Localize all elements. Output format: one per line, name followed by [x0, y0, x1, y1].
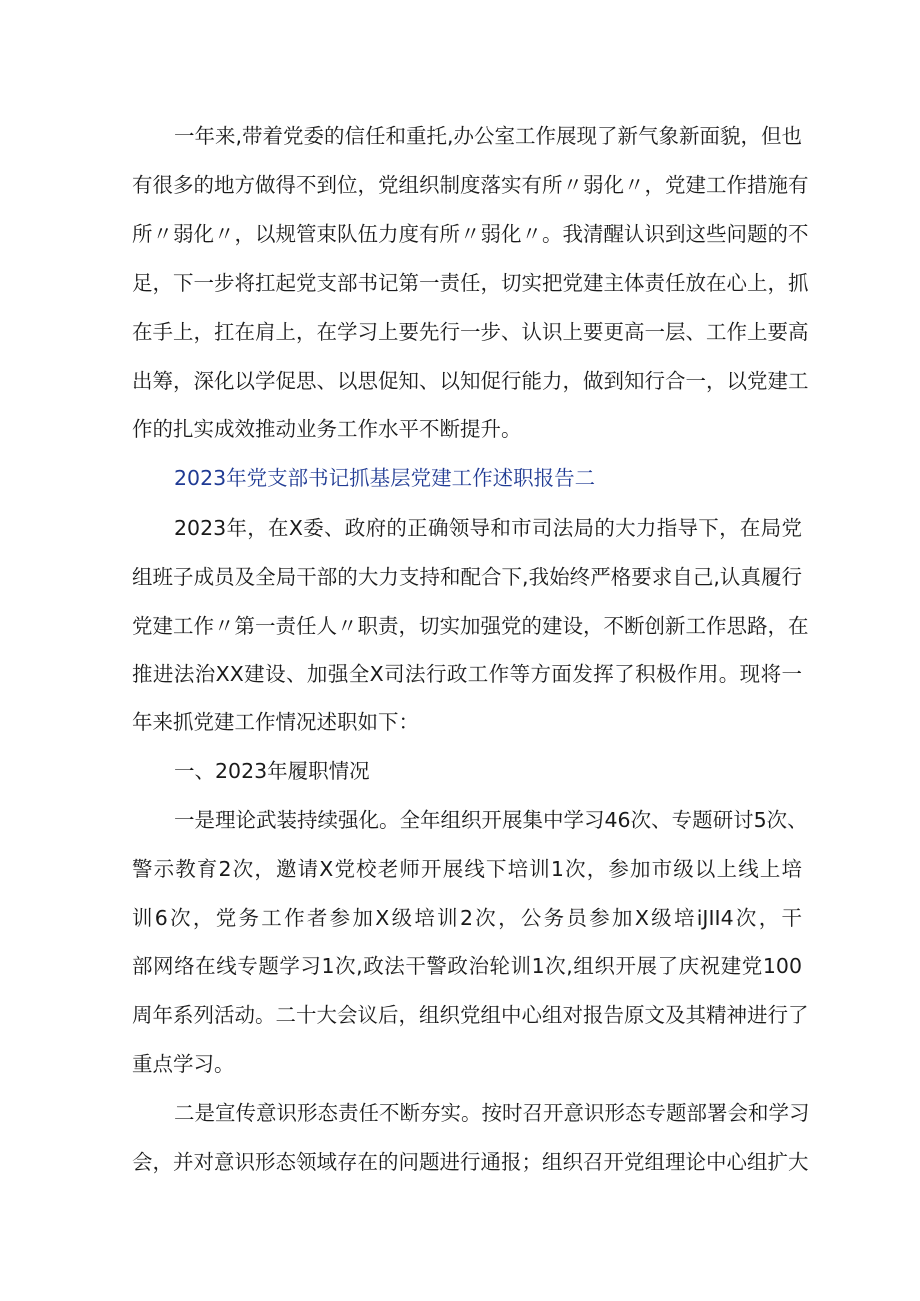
- paragraph-2-line-4: 推进法治XX建设、加强全X司法行政工作等方面发挥了积极作用。现将一: [132, 662, 802, 686]
- paragraph-4-line-1: 二是宣传意识形态责任不断夯实。按时召开意识形态专题部署会和学习: [174, 1101, 810, 1125]
- paragraph-1-line-2: 有很多的地方做得不到位，党组织制度落实有所〃弱化〃，党建工作措施有: [132, 173, 809, 197]
- paragraph-2-line-3: 党建工作〃第一责任人〃职责，切实加强党的建设，不断创新工作思路，在: [132, 614, 809, 638]
- paragraph-3-line-2: 警示教育2次，邀请X党校老师开展线下培训1次，参加市级以上线上培: [132, 857, 802, 881]
- paragraph-3-line-6: 重点学习。: [132, 1052, 235, 1076]
- paragraph-1-line-7: 作的扎实成效推动业务工作水平不断提升。: [132, 417, 522, 441]
- paragraph-2-line-1: 2023年，在X委、政府的正确领导和市司法局的大力指导下，在局党: [174, 516, 802, 540]
- section-title: 2023年党支部书记抓基层党建工作述职报告二: [174, 466, 596, 490]
- paragraph-1-line-6: 出筹，深化以学促思、以思促知、以知促行能力，做到知行合一，以党建工: [132, 369, 809, 393]
- paragraph-4-line-2: 会，并对意识形态领域存在的问题进行通报；组织召开党组理论中心组扩大: [132, 1150, 809, 1174]
- paragraph-3-line-3: 训6次，党务工作者参加X级培训2次，公务员参加X级培iJII4次，干: [132, 906, 802, 930]
- paragraph-2-line-5: 年来抓党建工作情况述职如下：: [132, 710, 419, 734]
- paragraph-3-line-5: 周年系列活动。二十大会议后，组织党组中心组对报告原文及其精神进行了: [132, 1003, 809, 1027]
- paragraph-2-line-2: 组班子成员及全局干部的大力支持和配合下,我始终严格要求自己,认真履行: [132, 565, 802, 589]
- paragraph-1-line-1: 一年来,带着党委的信任和重托,办公室工作展现了新气象新面貌，但也: [174, 124, 803, 148]
- subheading: 一、2023年履职情况: [174, 759, 370, 783]
- paragraph-3-line-1: 一是理论武装持续强化。全年组织开展集中学习46次、专题研讨5次、: [174, 808, 808, 832]
- paragraph-1-line-5: 在手上，扛在肩上，在学习上要先行一步、认识上要更高一层、工作上要高: [132, 320, 809, 344]
- paragraph-3-line-4: 部网络在线专题学习1次,政法干警政治轮训1次,组织开展了庆祝建党100: [132, 954, 802, 978]
- paragraph-1-line-3: 所〃弱化〃，以规管束队伍力度有所〃弱化〃。我清醒认识到这些问题的不: [132, 222, 809, 246]
- paragraph-1-line-4: 足，下一步将扛起党支部书记第一责任，切实把党建主体责任放在心上，抓: [132, 271, 809, 295]
